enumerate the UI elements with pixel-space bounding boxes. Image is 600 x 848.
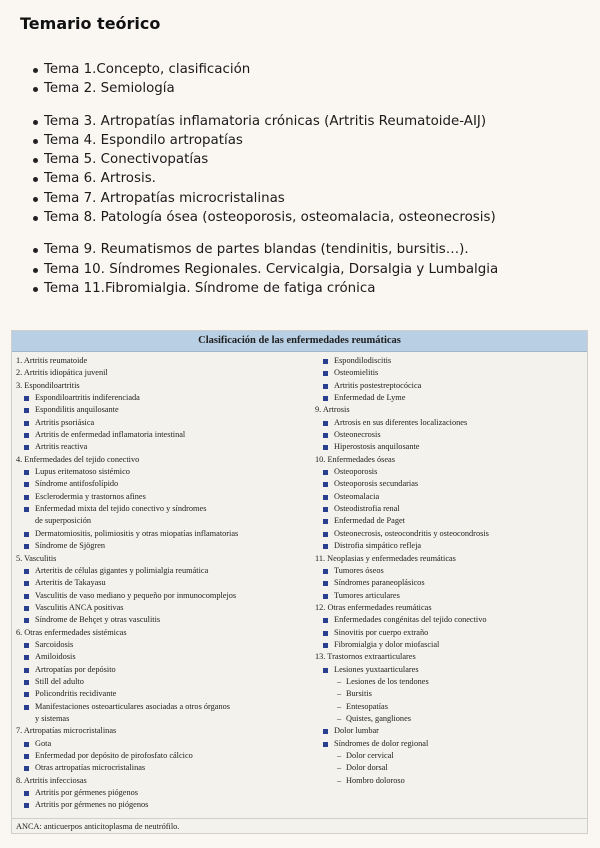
category-item: Síndrome de Behçet y otras vasculitis xyxy=(16,614,316,626)
category-heading: 8. Artritis infecciosas xyxy=(16,775,87,785)
category-item: Síndromes de dolor regional xyxy=(315,738,585,750)
category-item: Osteomielitis xyxy=(315,367,585,379)
category-item: – Quistes, gangliones xyxy=(315,713,585,725)
temario-item: Tema 9. Reumatismos de partes blandas (tendinitis, bursitis…). xyxy=(44,240,498,259)
category-item: – Dolor cervical xyxy=(315,750,585,762)
category-heading: 5. Vasculitis xyxy=(16,553,57,563)
category-item: Sinovitis por cuerpo extraño xyxy=(315,627,585,639)
category-item: Artritis postestreptocócica xyxy=(315,380,585,392)
footnote-divider xyxy=(12,818,587,819)
category-item: Enfermedad por depósito de pirofosfato cálcico xyxy=(16,750,316,762)
temario-item: Tema 11.Fibromialgia. Síndrome de fatiga crónica xyxy=(44,279,498,298)
category-item: – Lesiones de los tendones xyxy=(315,676,585,688)
temario-item: Tema 4. Espondilo artropatías xyxy=(44,131,498,150)
category-item: Artritis psoriásica xyxy=(16,417,316,429)
table-footnote: ANCA: anticuerpos anticitoplasma de neutrófilo. xyxy=(16,822,180,831)
category-item: Sarcoidosis xyxy=(16,639,316,651)
category-heading: 10. Enfermedades óseas xyxy=(315,454,395,464)
temario-item: Tema 3. Artropatías inflamatoria crónicas (Artritis Reumatoide-AIJ) xyxy=(44,112,498,131)
category-item: Dermatomiositis, polimiositis y otras miopatías inflamatorias xyxy=(16,528,316,540)
category-item: de superposición xyxy=(35,516,91,526)
category-item: Enfermedad de Paget xyxy=(315,515,585,527)
category-heading: 6. Otras enfermedades sistémicas xyxy=(16,627,127,637)
temario-item: Tema 6. Artrosis. xyxy=(44,169,498,188)
temario-item: Tema 10. Síndromes Regionales. Cervicalgia, Dorsalgia y Lumbalgia xyxy=(44,260,498,279)
category-item: Tumores articulares xyxy=(315,590,585,602)
category-item: Espondilitis anquilosante xyxy=(16,404,316,416)
category-heading: 7. Artropatías microcristalinas xyxy=(16,726,117,736)
category-item: Policondritis recidivante xyxy=(16,688,316,700)
category-item: Síndromes paraneoplásicos xyxy=(315,577,585,589)
temario-list xyxy=(44,60,498,298)
category-item: Espondiloartritis indiferenciada xyxy=(16,392,316,404)
temario-section xyxy=(0,0,600,326)
category-item: Osteoporosis secundarias xyxy=(315,478,585,490)
temario-item: Tema 5. Conectivopatías xyxy=(44,150,498,169)
category-item: Enfermedad de Lyme xyxy=(315,392,585,404)
category-item: Esclerodermia y trastornos afines xyxy=(16,491,316,503)
category-item: Osteonecrosis xyxy=(315,429,585,441)
category-item: Lupus eritematoso sistémico xyxy=(16,466,316,478)
category-heading: 9. Artrosis xyxy=(315,405,350,415)
category-item: Hiperostosis anquilosante xyxy=(315,441,585,453)
category-item: Artropatías por depósito xyxy=(16,664,316,676)
category-item: Manifestaciones osteoarticulares asociadas a otros órganos xyxy=(16,701,316,713)
table-left-column xyxy=(16,355,316,812)
category-heading: 11. Neoplasias y enfermedades reumáticas xyxy=(315,553,456,563)
category-item: Tumores óseos xyxy=(315,565,585,577)
category-item: Enfermedades congénitas del tejido conectivo xyxy=(315,614,585,626)
category-item: Artritis por gérmenes piógenos xyxy=(16,787,316,799)
category-item: Espondilodiscitis xyxy=(315,355,585,367)
temario-item: Tema 1.Concepto, clasificación xyxy=(44,60,498,79)
category-item: Osteonecrosis, osteocondritis y osteocondrosis xyxy=(315,528,585,540)
category-item: Distrofia simpático refleja xyxy=(315,540,585,552)
category-item: Vasculitis de vaso mediano y pequeño por inmunocomplejos xyxy=(16,590,316,602)
category-heading: 13. Trastornos extraarticulares xyxy=(315,652,416,662)
classification-table xyxy=(11,330,588,834)
category-item: Amiloidosis xyxy=(16,651,316,663)
category-item: Fibromialgia y dolor miofascial xyxy=(315,639,585,651)
category-item: Osteodistrofia renal xyxy=(315,503,585,515)
category-heading: 12. Otras enfermedades reumáticas xyxy=(315,602,432,612)
category-item: Gota xyxy=(16,738,316,750)
category-item: Vasculitis ANCA positivas xyxy=(16,602,316,614)
temario-item: Tema 2. Semiología xyxy=(44,79,498,98)
category-item: Arteritis de células gigantes y polimialgia reumática xyxy=(16,565,316,577)
category-item: Arteritis de Takayasu xyxy=(16,577,316,589)
category-heading: 3. Espondiloartritis xyxy=(16,380,80,390)
category-item: Artritis reactiva xyxy=(16,441,316,453)
category-item: Osteomalacia xyxy=(315,491,585,503)
category-item: – Entesopatías xyxy=(315,701,585,713)
category-heading: 1. Artritis reumatoide xyxy=(16,356,88,365)
category-item: y sistemas xyxy=(35,713,70,723)
table-right-column xyxy=(315,355,585,787)
table-title: Clasificación de las enfermedades reumáticas xyxy=(12,331,587,352)
category-item: Lesiones yuxtaarticulares xyxy=(315,664,585,676)
temario-title: Temario teórico xyxy=(20,14,161,33)
category-item: Síndrome de Sjögren xyxy=(16,540,316,552)
category-item: Síndrome antifosfolípido xyxy=(16,478,316,490)
category-item: Otras artropatías microcristalinas xyxy=(16,762,316,774)
category-item: Enfermedad mixta del tejido conectivo y síndromes xyxy=(16,503,316,515)
category-item: Artrosis en sus diferentes localizaciones xyxy=(315,417,585,429)
temario-item: Tema 7. Artropatías microcristalinas xyxy=(44,189,498,208)
category-item: Artritis de enfermedad inflamatoria intestinal xyxy=(16,429,316,441)
category-item: Artritis por gérmenes no piógenos xyxy=(16,799,316,811)
category-heading: 4. Enfermedades del tejido conectivo xyxy=(16,454,140,464)
category-item: Still del adulto xyxy=(16,676,316,688)
category-item: – Dolor dorsal xyxy=(315,762,585,774)
category-item: – Hombro doloroso xyxy=(315,775,585,787)
category-item: Dolor lumbar xyxy=(315,725,585,737)
temario-item: Tema 8. Patología ósea (osteoporosis, osteomalacia, osteonecrosis) xyxy=(44,208,498,227)
category-heading: 2. Artritis idiopática juvenil xyxy=(16,368,108,378)
category-item: – Bursitis xyxy=(315,688,585,700)
category-item: Osteoporosis xyxy=(315,466,585,478)
